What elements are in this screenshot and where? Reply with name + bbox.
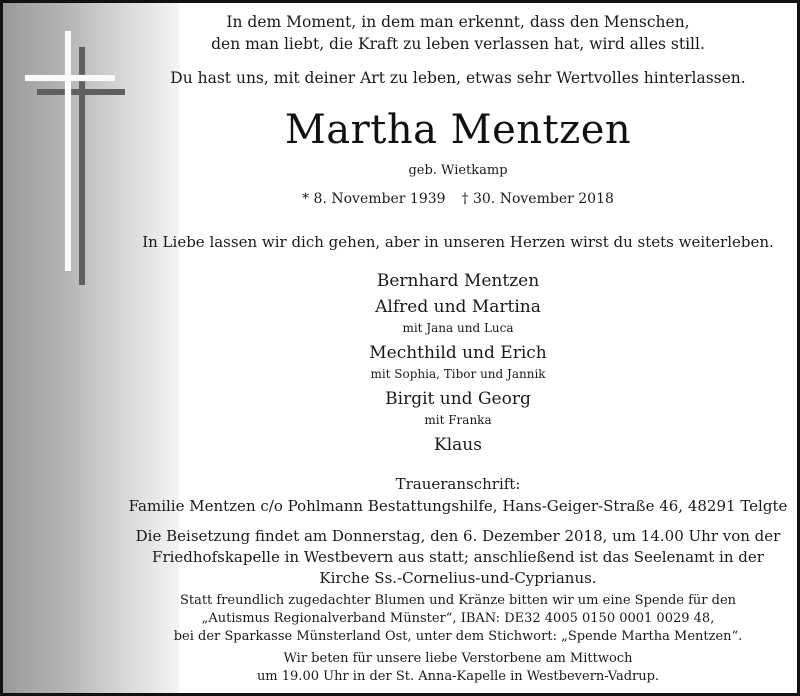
mourner-with: mit Sophia, Tibor und Jannik xyxy=(370,367,546,381)
mourner-name: Alfred und Martina xyxy=(375,297,541,317)
burial-line-1: Die Beisetzung findet am Donnerstag, den 6. Dezember 2018, um 14.00 Uhr von der xyxy=(135,527,781,545)
prayer-line-2: um 19.00 Uhr in der St. Anna-Kapelle in Westbevern-Vadrup. xyxy=(256,669,660,684)
poem-line-3: Du hast uns, mit deiner Art zu leben, etwas sehr Wertvolles hinterlassen. xyxy=(170,69,746,87)
life-dates xyxy=(113,191,800,207)
cross-shadow-vertical xyxy=(79,47,85,285)
mourner-name: Bernhard Mentzen xyxy=(376,271,540,291)
deceased-name: Martha Mentzen xyxy=(284,107,632,153)
donation-line-2: „Autismus Regionalverband Münster“, IBAN: DE32 4005 0150 0001 0029 48, xyxy=(201,611,715,626)
burial-line-3: Kirche Ss.-Cornelius-und-Cyprianus. xyxy=(319,569,597,587)
poem-line-2: den man liebt, die Kraft zu leben verlassen hat, wird alles still. xyxy=(211,35,705,53)
donation-line-1: Statt freundlich zugedachter Blumen und Kränze bitten wir um eine Spende für den xyxy=(179,593,737,608)
death-date: † 30. November 2018 xyxy=(461,191,614,207)
mourner-with: mit Jana und Luca xyxy=(402,321,514,335)
mourner-with: mit Franka xyxy=(424,413,492,427)
mourner-name: Klaus xyxy=(434,435,482,455)
cross-horizontal-bar xyxy=(25,75,115,81)
birth-name: geb. Wietkamp xyxy=(408,163,508,178)
address-line: Familie Mentzen c/o Pohlmann Bestattungshilfe, Hans-Geiger-Straße 46, 48291 Telgte xyxy=(128,497,788,515)
cross-vertical-bar xyxy=(65,31,71,271)
burial-line-2: Friedhofskapelle in Westbevern aus statt; anschließend ist das Seelenamt in der xyxy=(152,548,764,566)
farewell-text: In Liebe lassen wir dich gehen, aber in unseren Herzen wirst du stets weiterleben. xyxy=(142,233,774,251)
prayer-line-1: Wir beten für unsere liebe Verstorbene am Mittwoch xyxy=(283,651,633,666)
mourner-name: Mechthild und Erich xyxy=(369,343,547,363)
donation-line-3: bei der Sparkasse Münsterland Ost, unter dem Stichwort: „Spende Martha Mentzen“. xyxy=(173,629,743,644)
cross-shadow-horizontal xyxy=(37,89,125,95)
poem-line-1: In dem Moment, in dem man erkennt, dass den Menschen, xyxy=(226,13,690,31)
mourner-name: Birgit und Georg xyxy=(385,389,531,409)
birth-date: * 8. November 1939 xyxy=(302,191,446,207)
address-label: Traueranschrift: xyxy=(395,475,521,493)
